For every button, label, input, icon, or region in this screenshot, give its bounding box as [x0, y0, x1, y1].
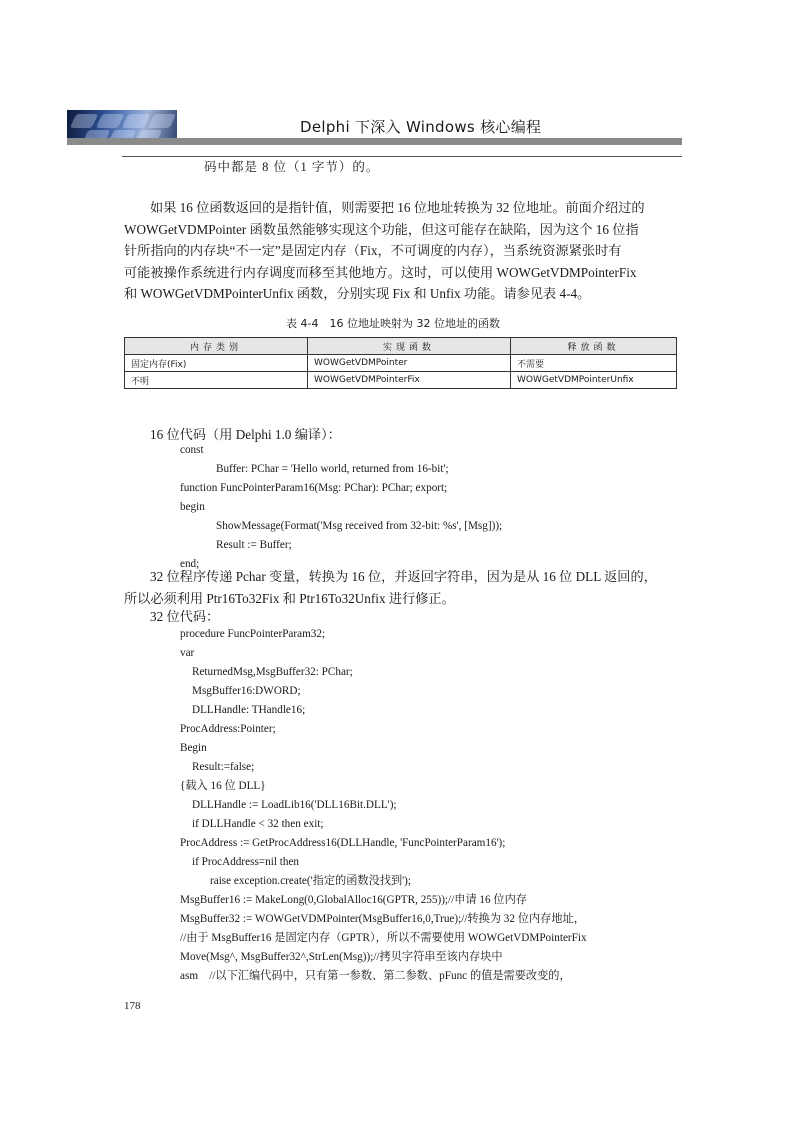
table-cell: 不需要: [511, 355, 677, 372]
code32-line: procedure FuncPointerParam32;: [180, 628, 326, 640]
code16-line: ShowMessage(Format('Msg received from 32-bit: %s', [Msg]));: [216, 520, 503, 532]
table-cell: WOWGetVDMPointer: [308, 355, 511, 372]
paragraph1-line3: 针所指向的内存块“不一定”是固定内存（Fix，不可调度的内存），当系统资源紧张时有: [124, 243, 622, 258]
table-cell: WOWGetVDMPointerUnfix: [511, 372, 677, 389]
header-bar: [67, 138, 682, 145]
code32-line: Result:=false;: [192, 761, 255, 773]
code16-line: Buffer: PChar = 'Hello world, returned from 16-bit';: [216, 463, 449, 475]
code16-line: function FuncPointerParam16(Msg: PChar): PChar; export;: [180, 482, 448, 494]
code32-line: Begin: [180, 742, 207, 754]
code32-line: ProcAddress:Pointer;: [180, 723, 276, 735]
paragraph2-line1: 32 位程序传递 Pchar 变量，转换为 16 位，并返回字符串，因为是从 16 位 DLL 返回的，: [150, 569, 657, 584]
code32-line: MsgBuffer16 := MakeLong(0,GlobalAlloc16(GPTR, 255));//申请 16 位内存: [180, 894, 527, 906]
code32-line: if DLLHandle < 32 then exit;: [192, 818, 324, 830]
table-cell: 固定内存(Fix): [125, 355, 308, 372]
code32-line: asm //以下汇编代码中，只有第一参数、第二参数、pFunc 的值是需要改变的，: [180, 970, 571, 982]
code32-line: DLLHandle := LoadLib16('DLL16Bit.DLL');: [192, 799, 397, 811]
code16-line: Result := Buffer;: [216, 539, 292, 551]
code32-line: DLLHandle: THandle16;: [192, 704, 306, 716]
intro-line: 码中都是 8 位（1 字节）的。: [204, 160, 380, 174]
code32-line: var: [180, 647, 195, 659]
paragraph1-line2: WOWGetVDMPointer 函数虽然能够实现这个功能，但这可能存在缺陷，因为这个 16 位指: [124, 221, 639, 237]
code32-line: ProcAddress := GetProcAddress16(DLLHandle, 'FuncPointerParam16');: [180, 837, 506, 849]
code32-line: raise exception.create('指定的函数没找到');: [210, 875, 411, 887]
table-row: [125, 355, 677, 372]
paragraph1-line5: 和 WOWGetVDMPointerUnfix 函数，分别实现 Fix 和 Unfix 功能。请参见表 4-4。: [124, 286, 591, 301]
table-header-row: [125, 338, 677, 355]
header-title: Delphi 下深入 Windows 核心编程: [300, 118, 542, 136]
table-header-cell: 实现函数: [308, 338, 511, 355]
paragraph2-line2: 所以必须利用 Ptr16To32Fix 和 Ptr16To32Unfix 进行修正。: [124, 590, 455, 606]
code32-line: {载入 16 位 DLL}: [180, 780, 266, 792]
table-caption: 表 4-4 16 位地址映射为 32 位地址的函数: [286, 317, 500, 330]
table-cell: WOWGetVDMPointerFix: [308, 372, 511, 389]
code32-line: ReturnedMsg,MsgBuffer32: PChar;: [192, 666, 353, 678]
section32-title: 32 位代码：: [150, 609, 220, 624]
table-cell: 不明: [125, 372, 308, 389]
code16-line: const: [180, 444, 204, 456]
address-mapping-table: [124, 337, 677, 389]
paragraph1-line4: 可能被操作系统进行内存调度而移至其他地方。这时，可以使用 WOWGetVDMPointerFix: [124, 264, 637, 280]
code32-line: MsgBuffer32 := WOWGetVDMPointer(MsgBuffer16,0,True);//转换为 32 位内存地址，: [180, 913, 585, 925]
code32-line: //由于 MsgBuffer16 是固定内存（GPTR），所以不需要使用 WOWGetVDMPointerFix: [180, 932, 587, 944]
section16-title: 16 位代码（用 Delphi 1.0 编译）：: [150, 427, 341, 442]
paragraph1-line1: 如果 16 位函数返回的是指针值，则需要把 16 位地址转换为 32 位地址。前面介绍过的: [150, 200, 645, 215]
table-header-cell: 释放函数: [511, 338, 677, 355]
table-row: [125, 372, 677, 389]
code16-line: end;: [180, 558, 200, 570]
table-header-cell: 内存类别: [125, 338, 308, 355]
code32-line: MsgBuffer16:DWORD;: [192, 685, 301, 697]
code32-line: if ProcAddress=nil then: [192, 856, 299, 868]
code16-line: begin: [180, 501, 205, 513]
page-number: 178: [124, 1000, 141, 1012]
code32-line: Move(Msg^, MsgBuffer32^,StrLen(Msg));//拷贝字符串至该内存块中: [180, 951, 503, 963]
